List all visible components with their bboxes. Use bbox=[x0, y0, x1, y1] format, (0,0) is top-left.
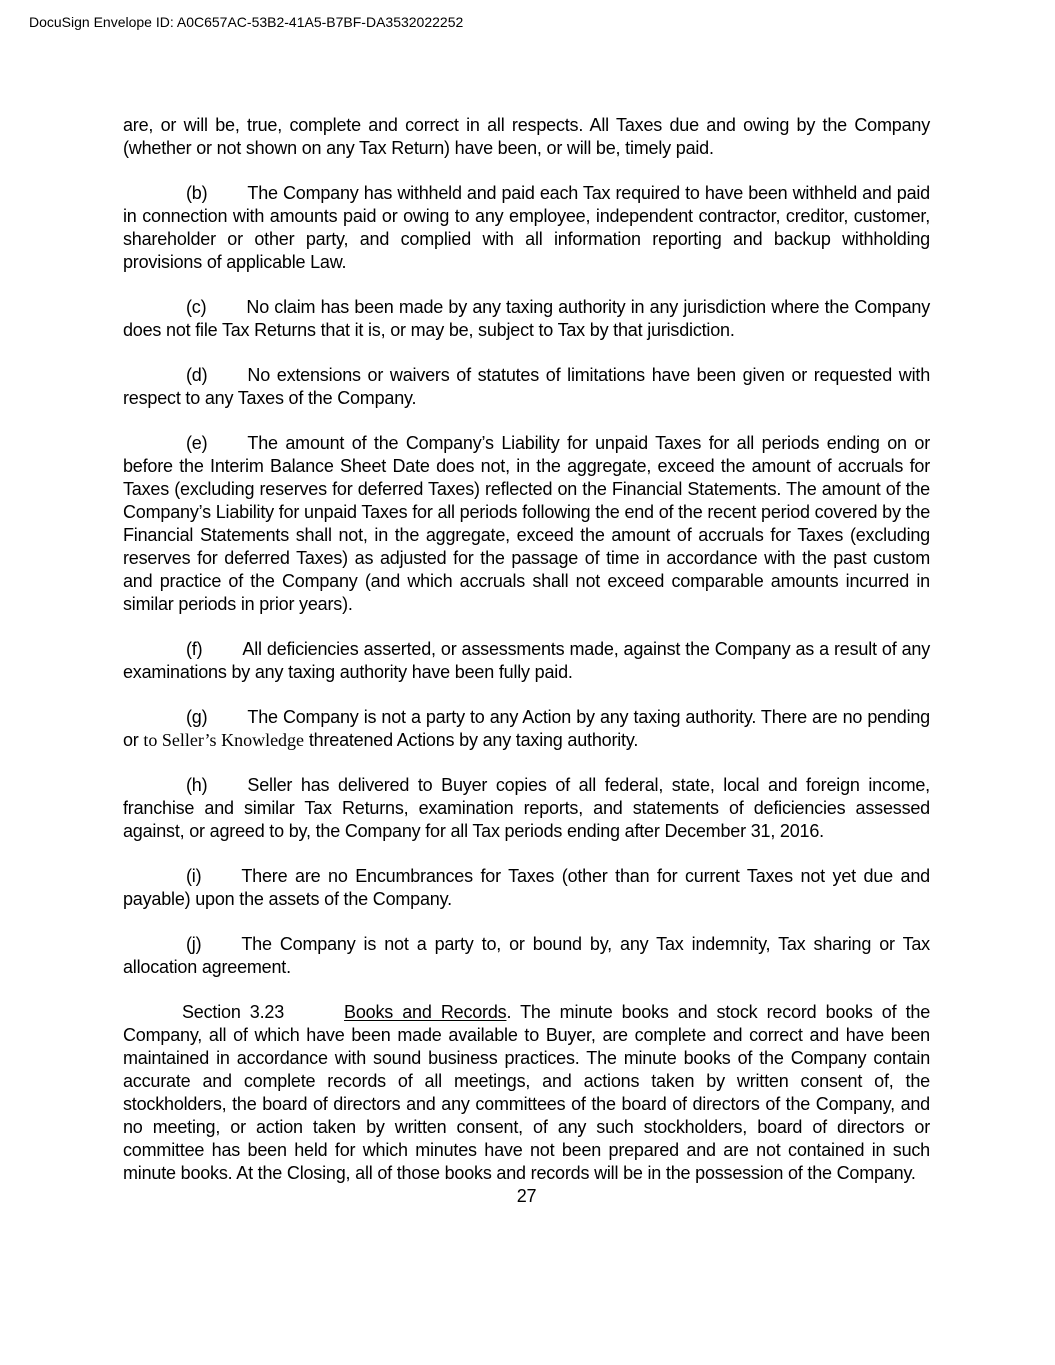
clause-text bbox=[123, 866, 930, 909]
clause-text bbox=[123, 707, 930, 750]
clause-label: (b) bbox=[186, 183, 208, 203]
clause-text bbox=[123, 297, 930, 340]
clause-paragraph bbox=[123, 364, 930, 410]
clause-label: (i) bbox=[186, 866, 202, 886]
clause-text bbox=[123, 775, 930, 841]
clause-text-run: The Company is not a party to, or bound by, any Tax indemnity, Tax sharing or Tax allocation agreement. bbox=[123, 934, 930, 977]
intro-paragraph: are, or will be, true, complete and correct in all respects. All Taxes due and owing by the Company (whether or not shown on any Tax Return) have been, or will be, timely paid. bbox=[123, 115, 930, 158]
document-body bbox=[123, 114, 930, 1208]
clause-label: (h) bbox=[186, 775, 208, 795]
clause-list bbox=[123, 182, 930, 979]
clause-text-run: No claim has been made by any taxing authority in any jurisdiction where the Company does not file Tax Returns that it is, or may be, subject to Tax by that jurisdiction. bbox=[123, 297, 930, 340]
clause-paragraph bbox=[123, 432, 930, 616]
clause-text bbox=[123, 934, 930, 977]
clause-paragraph bbox=[123, 638, 930, 684]
clause-label: (f) bbox=[186, 639, 203, 659]
docusign-envelope-id: DocuSign Envelope ID: A0C657AC-53B2-41A5-B7BF-DA3532022252 bbox=[29, 14, 464, 30]
clause-text-run: The amount of the Company’s Liability for unpaid Taxes for all periods ending on or before the Interim Balance Sheet Date does not, in the aggregate, exceed the amount of accruals for Taxes (excluding reserves for deferred Taxes) reflected on the Financial Statements. The amount of the Company’s Liability for unpaid Taxes for all periods following the end of the recent period covered by the Financial Statements shall not, in the aggregate, exceed the amount of accruals for Taxes (excluding reserves for deferred Taxes) as adjusted for the passage of time in accordance with the past custom and practice of the Company (and which accruals shall not exceed comparable amounts incurred in similar periods in prior years). bbox=[123, 433, 930, 614]
page-number: 27 bbox=[516, 1186, 537, 1206]
clause-text-run: The Company has withheld and paid each Tax required to have been withheld and paid in connection with amounts paid or owing to any employee, independent contractor, creditor, customer, shareholder or other party, and complied with all information reporting and backup withholding provisions of applicable Law. bbox=[123, 183, 930, 272]
clause-text-run: Seller has delivered to Buyer copies of all federal, state, local and foreign income, franchise and similar Tax Returns, examination reports, and statements of deficiencies assessed against, or agreed to by, the Company for all Tax periods ending after December 31, 2016. bbox=[123, 775, 930, 841]
section-body-text: . The minute books and stock record books of the Company, all of which have been made available to Buyer, are complete and correct and have been maintained in accordance with sound business practices. The minute books of the Company contain accurate and complete records of all meetings, and actions taken by written consent of, the stockholders, the board of directors and any committees of the board of directors of the Company, and no meeting, or action taken by written consent, of any such stockholders, board of directors or committee has been held for which minutes have not been prepared and are not contained in such minute books. At the Closing, all of those books and records will be in the possession of the Company. bbox=[123, 1002, 931, 1183]
clause-text-run: There are no Encumbrances for Taxes (other than for current Taxes not yet due and payable) upon the assets of the Company. bbox=[123, 866, 930, 909]
clause-paragraph bbox=[123, 774, 930, 843]
clause-paragraph bbox=[123, 296, 930, 342]
clause-paragraph bbox=[123, 706, 930, 752]
clause-text-run: threatened Actions by any taxing authority. bbox=[304, 730, 639, 750]
clause-paragraph bbox=[123, 865, 930, 911]
clause-label: (d) bbox=[186, 365, 208, 385]
clause-label: (g) bbox=[186, 707, 208, 727]
clause-label: (j) bbox=[186, 934, 202, 954]
clause-paragraph bbox=[123, 182, 930, 274]
section-number: Section 3.23 bbox=[182, 1002, 285, 1022]
clause-text-run: All deficiencies asserted, or assessments made, against the Company as a result of any examinations by any taxing authority have been fully paid. bbox=[123, 639, 930, 682]
clause-text-run: The Company is not a party to any Action by any taxing authority. There are no pending or bbox=[123, 707, 930, 750]
clause-text bbox=[123, 639, 930, 682]
section-title: Books and Records bbox=[344, 1002, 507, 1022]
section-paragraph bbox=[123, 1001, 930, 1185]
clause-text bbox=[123, 433, 930, 614]
clause-text bbox=[123, 183, 930, 272]
clause-text-run: No extensions or waivers of statutes of limitations have been given or requested with respect to any Taxes of the Company. bbox=[123, 365, 930, 408]
clause-paragraph bbox=[123, 933, 930, 979]
clause-label: (e) bbox=[186, 433, 208, 453]
clause-label: (c) bbox=[186, 297, 207, 317]
defined-term-serif-run: to Seller’s Knowledge bbox=[143, 730, 305, 750]
clause-text bbox=[123, 365, 930, 408]
